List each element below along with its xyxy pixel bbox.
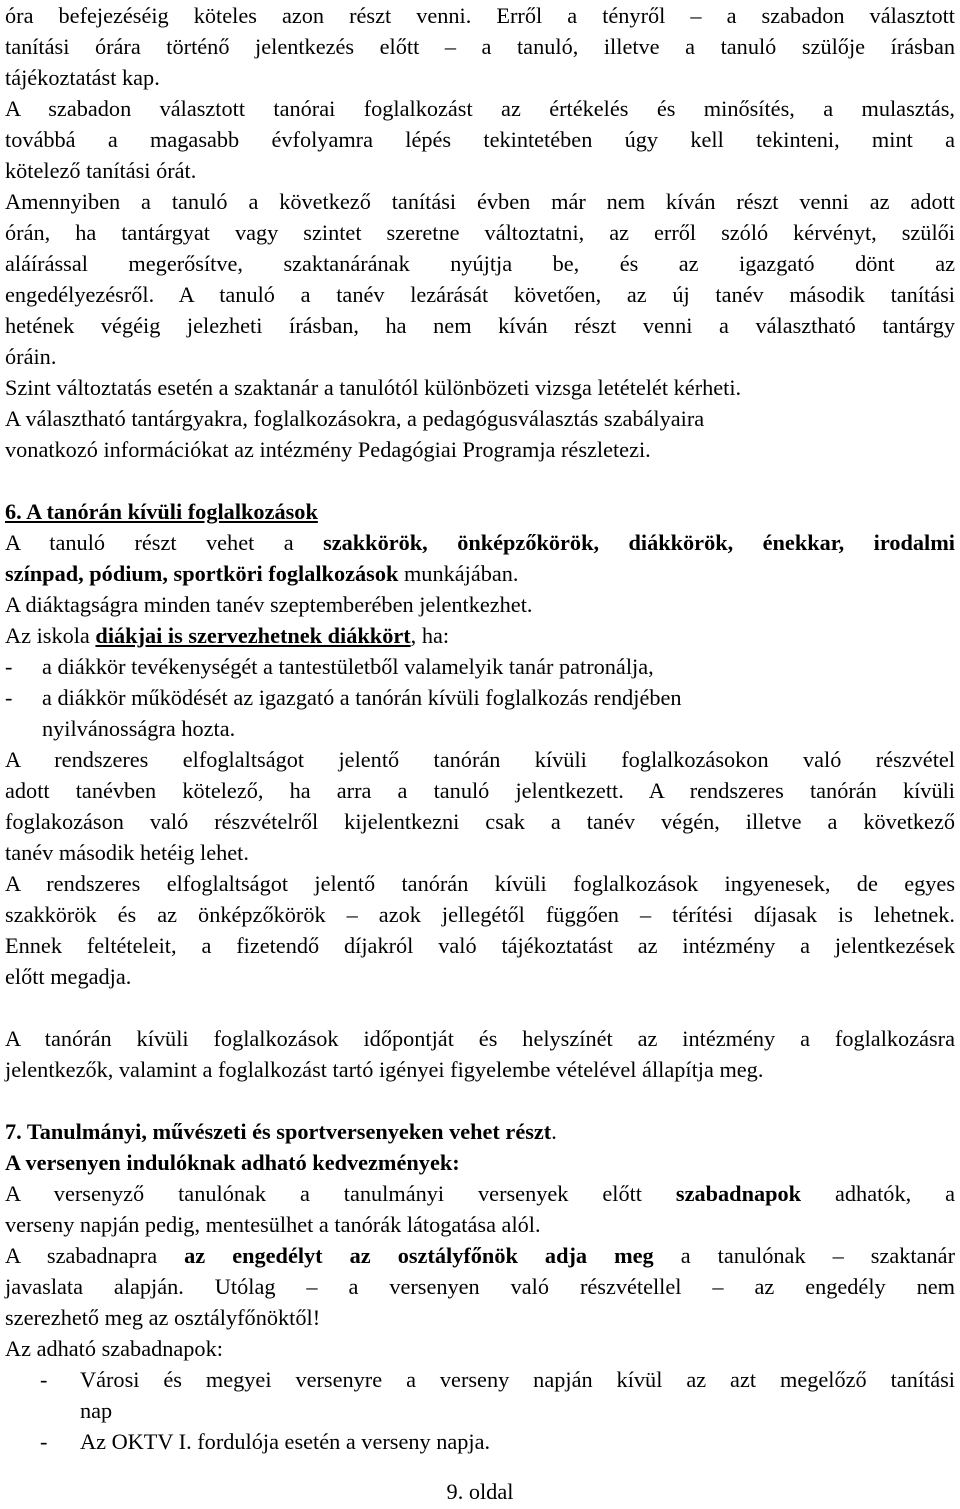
text-line: A rendszeres elfoglaltságot jelentő tanórán kívüli foglalkozásokon való részvétel: [5, 747, 955, 772]
text-line: A rendszeres elfoglaltságot jelentő tanórán kívüli foglalkozások ingyenesek, de egyes: [5, 871, 955, 896]
list-bullet: -: [5, 654, 13, 679]
page-number: 9. oldal: [446, 1479, 514, 1504]
text-line: előtt megadja.: [5, 964, 132, 989]
section-heading: 6. A tanórán kívüli foglalkozások: [5, 499, 318, 524]
list-item: a diákkör működését az igazgató a tanórán kívüli foglalkozás rendjében: [42, 685, 682, 710]
text-line: A tanórán kívüli foglalkozások időpontját és helyszínét az intézmény a foglalkozásra: [5, 1026, 955, 1051]
text-line: Szint változtatás esetén a szaktanár a tanulótól különbözeti vizsga letételét kérheti.: [5, 375, 742, 400]
list-item: nyilvánosságra hozta.: [42, 716, 236, 741]
text-line: vonatkozó információkat az intézmény Pedagógiai Programja részletezi.: [5, 437, 651, 462]
text-line: Ennek feltételeit, a fizetendő díjakról való tájékoztatást az intézmény a jelentkezések: [5, 933, 955, 958]
text-line: foglakozáson való részvételről kijelentkezni csak a tanév végén, illetve a következő: [5, 809, 955, 834]
text-line: A versenyző tanulónak a tanulmányi versenyek előtt szabadnapok adhatók, a: [5, 1181, 955, 1206]
text-line: óráin.: [5, 344, 57, 369]
text-line: aláírással megerősítve, szaktanárának nyújtja be, és az igazgató dönt az: [5, 251, 955, 276]
text-line: A diáktagságra minden tanév szeptemberében jelentkezhet.: [5, 592, 533, 617]
text-line: órán, ha tantárgyat vagy szintet szeretne változtatni, az erről szóló kérvényt, szülői: [5, 220, 955, 245]
text-line: adott tanévben kötelező, ha arra a tanuló jelentkezett. A rendszeres tanórán kívüli: [5, 778, 955, 803]
text-line: A választható tantárgyakra, foglalkozásokra, a pedagógusválasztás szabályaira: [5, 406, 705, 431]
list-bullet: -: [40, 1429, 48, 1454]
text-line: tanév második hetéig lehet.: [5, 840, 249, 865]
text-line: továbbá a magasabb évfolyamra lépés tekintetében úgy kell tekinteni, mint a: [5, 127, 955, 152]
subheading: A versenyen indulóknak adható kedvezmények:: [5, 1150, 460, 1175]
text-line: színpad, pódium, sportköri foglalkozások munkájában.: [5, 561, 519, 586]
text-line: óra befejezéséig köteles azon részt venni. Erről a tényről – a szabadon választott: [5, 3, 955, 28]
text-line: Amennyiben a tanuló a következő tanítási évben már nem kíván részt venni az adott: [5, 189, 955, 214]
text-line: szerezhető meg az osztályfőnöktől!: [5, 1305, 321, 1330]
section-heading: 7. Tanulmányi, művészeti és sportversenyeken vehet részt.: [5, 1119, 557, 1144]
list-bullet: -: [40, 1367, 48, 1392]
list-item: Az OKTV I. fordulója esetén a verseny napja.: [80, 1429, 491, 1454]
text-line: verseny napján pedig, mentesülhet a tanórák látogatása alól.: [5, 1212, 541, 1237]
list-item: Városi és megyei versenyre a verseny napján kívül az azt megelőző tanítási: [80, 1367, 955, 1392]
list-bullet: -: [5, 685, 13, 710]
text-line: Az adható szabadnapok:: [5, 1336, 223, 1361]
text-line: kötelező tanítási órát.: [5, 158, 197, 183]
list-item: a diákkör tevékenységét a tantestületből valamelyik tanár patronálja,: [42, 654, 654, 679]
text-line: jelentkezők, valamint a foglalkozást tartó igényei figyelembe vételével állapítja meg.: [5, 1057, 764, 1082]
text-line: hetének végéig jelezheti írásban, ha nem kíván részt venni a választható tantárgy: [5, 313, 955, 338]
text-line: A tanuló részt vehet a szakkörök, önképzőkörök, diákkörök, énekkar, irodalmi: [5, 530, 955, 555]
text-line: Az iskola diákjai is szervezhetnek diákkört, ha:: [5, 623, 450, 648]
text-line: A szabadon választott tanórai foglalkozást az értékelés és minősítés, a mulasztás,: [5, 96, 955, 121]
text-line: A szabadnapra az engedélyt az osztályfőnök adja meg a tanulónak – szaktanár: [5, 1243, 955, 1268]
text-line: javaslata alapján. Utólag – a versenyen való részvétellel – az engedély nem: [5, 1274, 955, 1299]
text-line: szakkörök és az önképzőkörök – azok jellegétől függően – térítési díjasak is lehetnek.: [5, 902, 955, 927]
text-line: tanítási órára történő jelentkezés előtt – a tanuló, illetve a tanuló szülője írásban: [5, 34, 955, 59]
list-item: nap: [80, 1398, 113, 1423]
text-line: engedélyezésről. A tanuló a tanév lezárását követően, az új tanév második tanítási: [5, 282, 955, 307]
text-line: tájékoztatást kap.: [5, 65, 160, 90]
